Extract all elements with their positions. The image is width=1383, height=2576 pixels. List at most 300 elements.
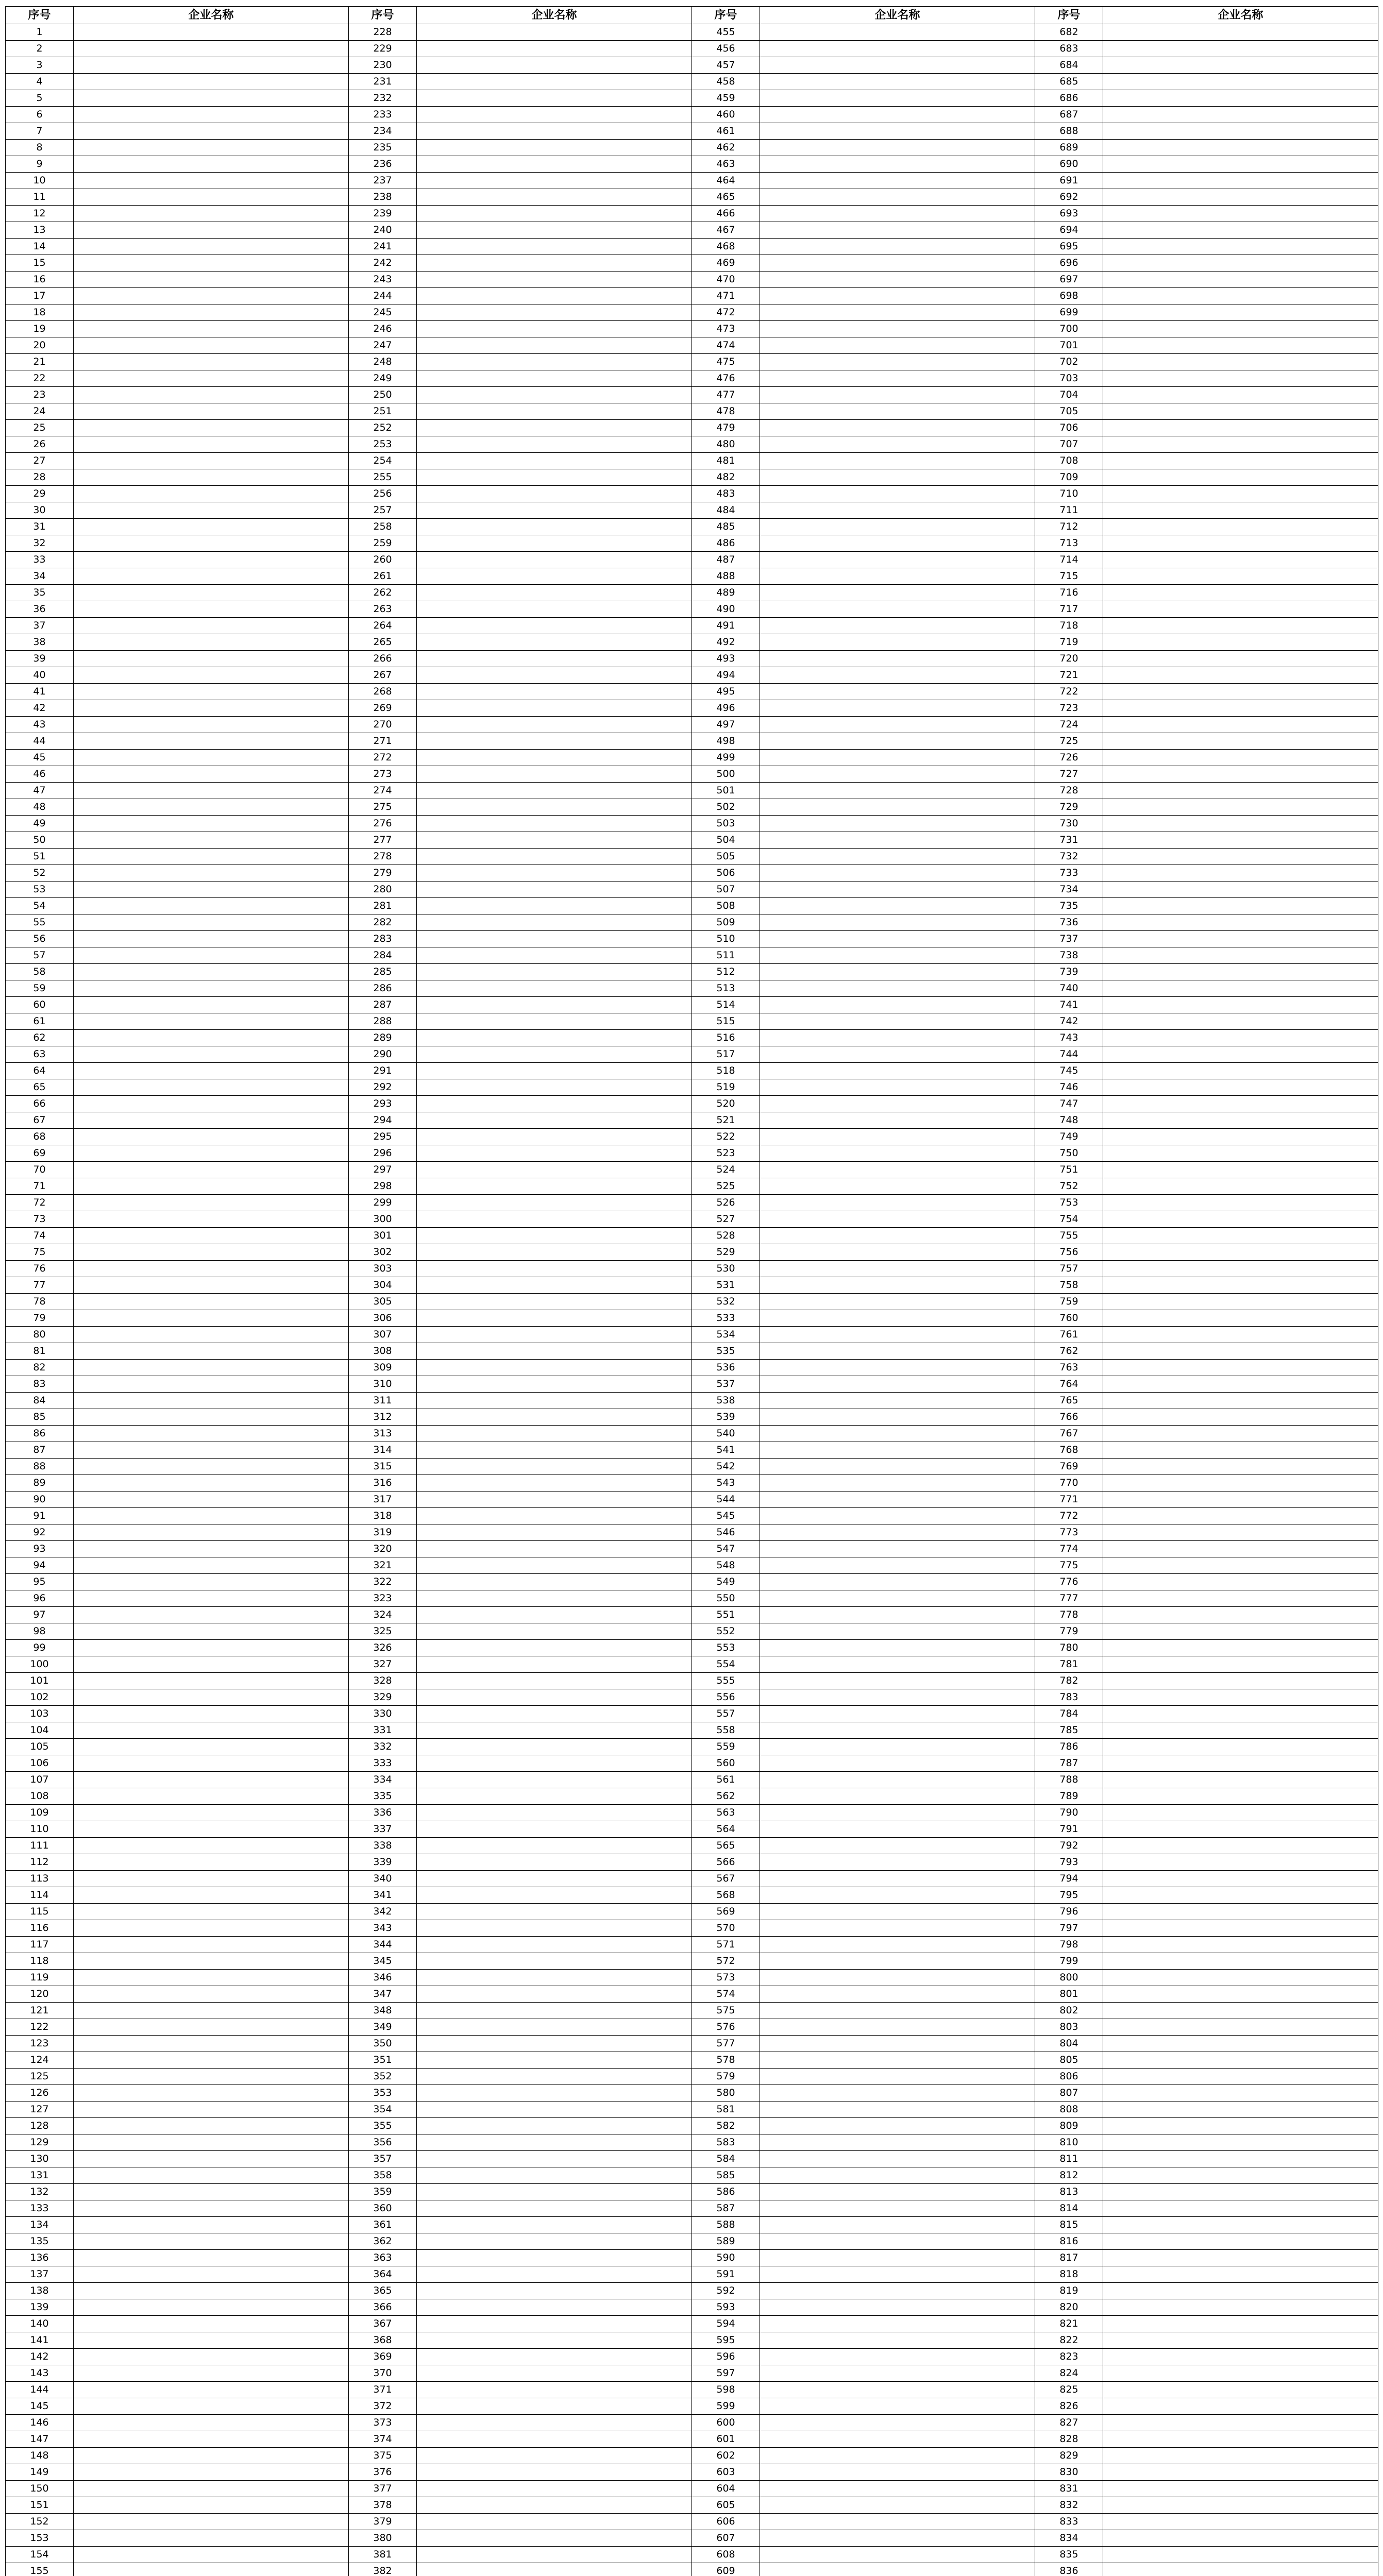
table-row bbox=[6, 1277, 1378, 1294]
serial-cell: 119 bbox=[6, 1970, 74, 1986]
table-row bbox=[6, 1772, 1378, 1788]
company-name-cell bbox=[417, 1541, 692, 1557]
company-name-cell bbox=[74, 2349, 349, 2365]
company-name-cell bbox=[74, 222, 349, 239]
serial-cell: 758 bbox=[1035, 1277, 1103, 1294]
serial-cell: 815 bbox=[1035, 2217, 1103, 2233]
company-name-cell bbox=[74, 1854, 349, 1871]
serial-cell: 340 bbox=[349, 1871, 417, 1887]
table-row bbox=[6, 1739, 1378, 1755]
company-name-cell bbox=[760, 453, 1035, 469]
table-row bbox=[6, 1640, 1378, 1656]
company-name-cell bbox=[760, 568, 1035, 585]
company-name-cell bbox=[74, 1393, 349, 1409]
company-name-cell bbox=[417, 140, 692, 156]
serial-cell: 552 bbox=[692, 1623, 760, 1640]
serial-cell: 312 bbox=[349, 1409, 417, 1426]
serial-cell: 698 bbox=[1035, 288, 1103, 304]
serial-cell: 277 bbox=[349, 832, 417, 849]
table-row bbox=[6, 189, 1378, 206]
company-name-cell bbox=[417, 156, 692, 173]
company-name-cell bbox=[417, 370, 692, 387]
serial-cell: 303 bbox=[349, 1261, 417, 1277]
company-name-cell bbox=[760, 914, 1035, 931]
serial-cell: 285 bbox=[349, 964, 417, 980]
company-name-cell bbox=[760, 1244, 1035, 1261]
company-name-cell bbox=[760, 832, 1035, 849]
serial-cell: 257 bbox=[349, 502, 417, 519]
company-name-cell bbox=[74, 799, 349, 816]
company-name-cell bbox=[417, 980, 692, 997]
table-row bbox=[6, 799, 1378, 816]
company-name-cell bbox=[1103, 74, 1378, 90]
company-name-cell bbox=[1103, 387, 1378, 403]
company-name-cell bbox=[74, 964, 349, 980]
serial-cell: 696 bbox=[1035, 255, 1103, 272]
serial-cell: 325 bbox=[349, 1623, 417, 1640]
table-row bbox=[6, 1475, 1378, 1492]
company-name-cell bbox=[417, 1211, 692, 1228]
serial-cell: 744 bbox=[1035, 1046, 1103, 1063]
company-name-cell bbox=[417, 2547, 692, 2563]
serial-cell: 810 bbox=[1035, 2134, 1103, 2151]
company-name-cell bbox=[1103, 2547, 1378, 2563]
serial-cell: 506 bbox=[692, 865, 760, 882]
company-name-cell bbox=[417, 2365, 692, 2382]
company-name-cell bbox=[1103, 2036, 1378, 2052]
company-name-cell bbox=[1103, 1211, 1378, 1228]
company-name-cell bbox=[74, 1689, 349, 1706]
serial-cell: 76 bbox=[6, 1261, 74, 1277]
company-name-cell bbox=[74, 1904, 349, 1920]
company-name-cell bbox=[760, 1574, 1035, 1590]
serial-cell: 154 bbox=[6, 2547, 74, 2563]
table-row bbox=[6, 1706, 1378, 1722]
serial-cell: 608 bbox=[692, 2547, 760, 2563]
serial-cell: 330 bbox=[349, 1706, 417, 1722]
serial-cell: 812 bbox=[1035, 2167, 1103, 2184]
serial-cell: 261 bbox=[349, 568, 417, 585]
company-name-cell bbox=[417, 2233, 692, 2250]
table-row bbox=[6, 41, 1378, 57]
serial-cell: 100 bbox=[6, 1656, 74, 1673]
company-name-cell bbox=[1103, 24, 1378, 41]
serial-cell: 798 bbox=[1035, 1937, 1103, 1953]
serial-cell: 36 bbox=[6, 601, 74, 618]
company-name-cell bbox=[417, 997, 692, 1013]
company-name-cell bbox=[74, 535, 349, 552]
serial-cell: 68 bbox=[6, 1129, 74, 1145]
company-name-cell bbox=[1103, 1360, 1378, 1376]
table-row bbox=[6, 1178, 1378, 1195]
company-name-cell bbox=[760, 1755, 1035, 1772]
company-name-cell bbox=[1103, 568, 1378, 585]
serial-cell: 348 bbox=[349, 2003, 417, 2019]
company-name-cell bbox=[417, 1788, 692, 1805]
serial-cell: 598 bbox=[692, 2382, 760, 2398]
serial-cell: 141 bbox=[6, 2332, 74, 2349]
serial-cell: 794 bbox=[1035, 1871, 1103, 1887]
company-name-cell bbox=[1103, 947, 1378, 964]
company-name-cell bbox=[760, 173, 1035, 189]
table-row bbox=[6, 585, 1378, 601]
company-name-cell bbox=[74, 239, 349, 255]
company-name-cell bbox=[760, 552, 1035, 568]
serial-cell: 24 bbox=[6, 403, 74, 420]
serial-cell: 133 bbox=[6, 2200, 74, 2217]
table-row bbox=[6, 2052, 1378, 2069]
table-row bbox=[6, 2547, 1378, 2563]
company-name-cell bbox=[74, 2036, 349, 2052]
table-row bbox=[6, 914, 1378, 931]
serial-cell: 589 bbox=[692, 2233, 760, 2250]
serial-cell: 487 bbox=[692, 552, 760, 568]
serial-cell: 730 bbox=[1035, 816, 1103, 832]
table-row bbox=[6, 1953, 1378, 1970]
company-name-cell bbox=[74, 2299, 349, 2316]
serial-cell: 47 bbox=[6, 783, 74, 799]
company-name-cell bbox=[760, 634, 1035, 651]
company-name-cell bbox=[417, 849, 692, 865]
serial-cell: 17 bbox=[6, 288, 74, 304]
serial-cell: 91 bbox=[6, 1508, 74, 1524]
table-row bbox=[6, 1838, 1378, 1854]
company-name-cell bbox=[74, 2332, 349, 2349]
table-row bbox=[6, 2118, 1378, 2134]
company-name-cell bbox=[1103, 1145, 1378, 1162]
table-row bbox=[6, 898, 1378, 914]
serial-cell: 719 bbox=[1035, 634, 1103, 651]
serial-cell: 545 bbox=[692, 1508, 760, 1524]
table-row bbox=[6, 2299, 1378, 2316]
company-name-cell bbox=[1103, 1524, 1378, 1541]
company-name-cell bbox=[417, 337, 692, 354]
company-name-cell bbox=[74, 1376, 349, 1393]
serial-cell: 478 bbox=[692, 403, 760, 420]
company-name-cell bbox=[1103, 1426, 1378, 1442]
company-name-cell bbox=[417, 1112, 692, 1129]
serial-cell: 64 bbox=[6, 1063, 74, 1079]
company-name-cell bbox=[417, 1178, 692, 1195]
serial-cell: 268 bbox=[349, 684, 417, 700]
serial-cell: 763 bbox=[1035, 1360, 1103, 1376]
serial-cell: 565 bbox=[692, 1838, 760, 1854]
serial-cell: 567 bbox=[692, 1871, 760, 1887]
serial-cell: 295 bbox=[349, 1129, 417, 1145]
company-name-cell bbox=[74, 1162, 349, 1178]
serial-cell: 776 bbox=[1035, 1574, 1103, 1590]
company-name-cell bbox=[417, 2464, 692, 2481]
company-name-cell bbox=[760, 2200, 1035, 2217]
serial-cell: 759 bbox=[1035, 1294, 1103, 1310]
serial-cell: 95 bbox=[6, 1574, 74, 1590]
table-row bbox=[6, 74, 1378, 90]
table-row bbox=[6, 667, 1378, 684]
serial-cell: 563 bbox=[692, 1805, 760, 1821]
serial-cell: 300 bbox=[349, 1211, 417, 1228]
company-name-cell bbox=[417, 2250, 692, 2266]
table-row bbox=[6, 403, 1378, 420]
serial-cell: 551 bbox=[692, 1607, 760, 1623]
table-row bbox=[6, 1607, 1378, 1623]
company-name-cell bbox=[74, 2431, 349, 2448]
company-name-cell bbox=[74, 1063, 349, 1079]
company-name-cell bbox=[1103, 90, 1378, 107]
company-name-cell bbox=[760, 1442, 1035, 1459]
serial-cell: 297 bbox=[349, 1162, 417, 1178]
serial-cell: 777 bbox=[1035, 1590, 1103, 1607]
company-name-cell bbox=[417, 107, 692, 123]
table-row bbox=[6, 140, 1378, 156]
company-name-cell bbox=[74, 1145, 349, 1162]
company-name-cell bbox=[417, 1590, 692, 1607]
serial-cell: 536 bbox=[692, 1360, 760, 1376]
serial-cell: 717 bbox=[1035, 601, 1103, 618]
serial-cell: 469 bbox=[692, 255, 760, 272]
company-name-cell bbox=[417, 1244, 692, 1261]
company-name-cell bbox=[760, 1211, 1035, 1228]
serial-cell: 718 bbox=[1035, 618, 1103, 634]
serial-cell: 132 bbox=[6, 2184, 74, 2200]
table-row bbox=[6, 469, 1378, 486]
serial-cell: 236 bbox=[349, 156, 417, 173]
serial-cell: 553 bbox=[692, 1640, 760, 1656]
company-name-cell bbox=[760, 1607, 1035, 1623]
serial-cell: 230 bbox=[349, 57, 417, 74]
table-row bbox=[6, 1112, 1378, 1129]
serial-cell: 568 bbox=[692, 1887, 760, 1904]
company-name-cell bbox=[74, 618, 349, 634]
serial-cell: 355 bbox=[349, 2118, 417, 2134]
table-row bbox=[6, 1409, 1378, 1426]
company-name-cell bbox=[1103, 1788, 1378, 1805]
serial-cell: 804 bbox=[1035, 2036, 1103, 2052]
serial-cell: 289 bbox=[349, 1030, 417, 1046]
serial-cell: 5 bbox=[6, 90, 74, 107]
company-name-cell bbox=[74, 2481, 349, 2497]
serial-cell: 745 bbox=[1035, 1063, 1103, 1079]
serial-cell: 327 bbox=[349, 1656, 417, 1673]
company-name-cell bbox=[760, 931, 1035, 947]
company-name-cell bbox=[417, 1079, 692, 1096]
company-name-cell bbox=[417, 173, 692, 189]
serial-cell: 45 bbox=[6, 750, 74, 766]
serial-cell: 781 bbox=[1035, 1656, 1103, 1673]
serial-cell: 834 bbox=[1035, 2530, 1103, 2547]
table-row bbox=[6, 1722, 1378, 1739]
serial-cell: 152 bbox=[6, 2514, 74, 2530]
serial-cell: 23 bbox=[6, 387, 74, 403]
table-row bbox=[6, 882, 1378, 898]
company-name-cell bbox=[760, 2563, 1035, 2576]
table-row bbox=[6, 980, 1378, 997]
serial-cell: 588 bbox=[692, 2217, 760, 2233]
serial-cell: 59 bbox=[6, 980, 74, 997]
company-name-cell bbox=[74, 1426, 349, 1442]
company-name-cell bbox=[74, 156, 349, 173]
serial-cell: 3 bbox=[6, 57, 74, 74]
serial-cell: 117 bbox=[6, 1937, 74, 1953]
serial-cell: 71 bbox=[6, 1178, 74, 1195]
company-name-cell bbox=[417, 1343, 692, 1360]
serial-cell: 246 bbox=[349, 321, 417, 337]
serial-cell: 765 bbox=[1035, 1393, 1103, 1409]
serial-cell: 751 bbox=[1035, 1162, 1103, 1178]
serial-cell: 317 bbox=[349, 1492, 417, 1508]
serial-cell: 56 bbox=[6, 931, 74, 947]
serial-cell: 605 bbox=[692, 2497, 760, 2514]
serial-cell: 753 bbox=[1035, 1195, 1103, 1211]
company-name-cell bbox=[417, 239, 692, 255]
company-name-cell bbox=[1103, 239, 1378, 255]
serial-cell: 508 bbox=[692, 898, 760, 914]
serial-cell: 19 bbox=[6, 321, 74, 337]
serial-cell: 782 bbox=[1035, 1673, 1103, 1689]
serial-cell: 349 bbox=[349, 2019, 417, 2036]
serial-cell: 571 bbox=[692, 1937, 760, 1953]
company-name-cell bbox=[760, 667, 1035, 684]
company-name-cell bbox=[74, 1739, 349, 1755]
company-name-cell bbox=[760, 502, 1035, 519]
serial-cell: 684 bbox=[1035, 57, 1103, 74]
company-name-cell bbox=[760, 783, 1035, 799]
company-name-cell bbox=[1103, 403, 1378, 420]
serial-cell: 514 bbox=[692, 997, 760, 1013]
serial-cell: 513 bbox=[692, 980, 760, 997]
serial-cell: 375 bbox=[349, 2448, 417, 2464]
company-name-cell bbox=[1103, 2151, 1378, 2167]
serial-cell: 736 bbox=[1035, 914, 1103, 931]
company-name-cell bbox=[1103, 304, 1378, 321]
serial-cell: 457 bbox=[692, 57, 760, 74]
company-name-cell bbox=[760, 2415, 1035, 2431]
company-name-cell bbox=[1103, 2003, 1378, 2019]
company-name-cell bbox=[760, 1772, 1035, 1788]
serial-cell: 519 bbox=[692, 1079, 760, 1096]
company-name-cell bbox=[760, 1310, 1035, 1327]
serial-cell: 597 bbox=[692, 2365, 760, 2382]
serial-cell: 705 bbox=[1035, 403, 1103, 420]
company-name-cell bbox=[417, 618, 692, 634]
serial-cell: 344 bbox=[349, 1937, 417, 1953]
company-name-cell bbox=[1103, 898, 1378, 914]
serial-cell: 466 bbox=[692, 206, 760, 222]
table-row bbox=[6, 123, 1378, 140]
serial-cell: 824 bbox=[1035, 2365, 1103, 2382]
serial-cell: 48 bbox=[6, 799, 74, 816]
company-name-cell bbox=[417, 206, 692, 222]
serial-cell: 691 bbox=[1035, 173, 1103, 189]
company-name-cell bbox=[74, 2563, 349, 2576]
serial-cell: 339 bbox=[349, 1854, 417, 1871]
table-row bbox=[6, 1805, 1378, 1821]
serial-cell: 809 bbox=[1035, 2118, 1103, 2134]
table-row bbox=[6, 1426, 1378, 1442]
table-row bbox=[6, 354, 1378, 370]
serial-cell: 825 bbox=[1035, 2382, 1103, 2398]
table-row bbox=[6, 1986, 1378, 2003]
company-name-cell bbox=[760, 222, 1035, 239]
serial-cell: 29 bbox=[6, 486, 74, 502]
company-name-cell bbox=[760, 585, 1035, 601]
company-name-cell bbox=[74, 882, 349, 898]
serial-cell: 83 bbox=[6, 1376, 74, 1393]
serial-cell: 822 bbox=[1035, 2332, 1103, 2349]
company-name-cell bbox=[760, 1343, 1035, 1360]
company-name-cell bbox=[74, 206, 349, 222]
serial-cell: 49 bbox=[6, 816, 74, 832]
serial-cell: 238 bbox=[349, 189, 417, 206]
serial-cell: 90 bbox=[6, 1492, 74, 1508]
company-name-cell bbox=[1103, 1244, 1378, 1261]
company-name-cell bbox=[74, 1294, 349, 1310]
serial-cell: 771 bbox=[1035, 1492, 1103, 1508]
serial-cell: 115 bbox=[6, 1904, 74, 1920]
company-name-cell bbox=[74, 1838, 349, 1854]
company-name-cell bbox=[74, 568, 349, 585]
company-name-cell bbox=[74, 486, 349, 502]
serial-cell: 269 bbox=[349, 700, 417, 717]
serial-cell: 1 bbox=[6, 24, 74, 41]
serial-cell: 102 bbox=[6, 1689, 74, 1706]
serial-cell: 12 bbox=[6, 206, 74, 222]
company-name-cell bbox=[760, 420, 1035, 436]
serial-cell: 137 bbox=[6, 2266, 74, 2283]
company-name-cell bbox=[1103, 1689, 1378, 1706]
serial-cell: 241 bbox=[349, 239, 417, 255]
serial-cell: 577 bbox=[692, 2036, 760, 2052]
company-name-cell bbox=[760, 799, 1035, 816]
serial-cell: 539 bbox=[692, 1409, 760, 1426]
serial-cell: 543 bbox=[692, 1475, 760, 1492]
serial-cell: 817 bbox=[1035, 2250, 1103, 2266]
company-name-cell bbox=[417, 2085, 692, 2102]
company-name-cell bbox=[760, 387, 1035, 403]
serial-cell: 356 bbox=[349, 2134, 417, 2151]
company-name-cell bbox=[74, 2283, 349, 2299]
table-row bbox=[6, 2019, 1378, 2036]
company-name-cell bbox=[74, 947, 349, 964]
serial-cell: 274 bbox=[349, 783, 417, 799]
company-name-cell bbox=[1103, 206, 1378, 222]
serial-cell: 38 bbox=[6, 634, 74, 651]
company-name-cell bbox=[74, 1557, 349, 1574]
company-name-cell bbox=[760, 1063, 1035, 1079]
serial-cell: 688 bbox=[1035, 123, 1103, 140]
serial-cell: 485 bbox=[692, 519, 760, 535]
company-name-cell bbox=[417, 601, 692, 618]
company-name-cell bbox=[760, 1937, 1035, 1953]
company-name-cell bbox=[760, 2398, 1035, 2415]
serial-cell: 66 bbox=[6, 1096, 74, 1112]
serial-cell: 140 bbox=[6, 2316, 74, 2332]
table-row bbox=[6, 1079, 1378, 1096]
table-row bbox=[6, 2514, 1378, 2530]
serial-cell: 264 bbox=[349, 618, 417, 634]
serial-cell: 65 bbox=[6, 1079, 74, 1096]
table-row bbox=[6, 568, 1378, 585]
company-name-cell bbox=[760, 1079, 1035, 1096]
company-name-cell bbox=[417, 1459, 692, 1475]
company-name-cell bbox=[760, 980, 1035, 997]
table-row bbox=[6, 2102, 1378, 2118]
company-name-cell bbox=[417, 2316, 692, 2332]
serial-cell: 533 bbox=[692, 1310, 760, 1327]
serial-cell: 468 bbox=[692, 239, 760, 255]
company-name-cell bbox=[1103, 1277, 1378, 1294]
company-name-cell bbox=[74, 1277, 349, 1294]
table-row bbox=[6, 717, 1378, 733]
